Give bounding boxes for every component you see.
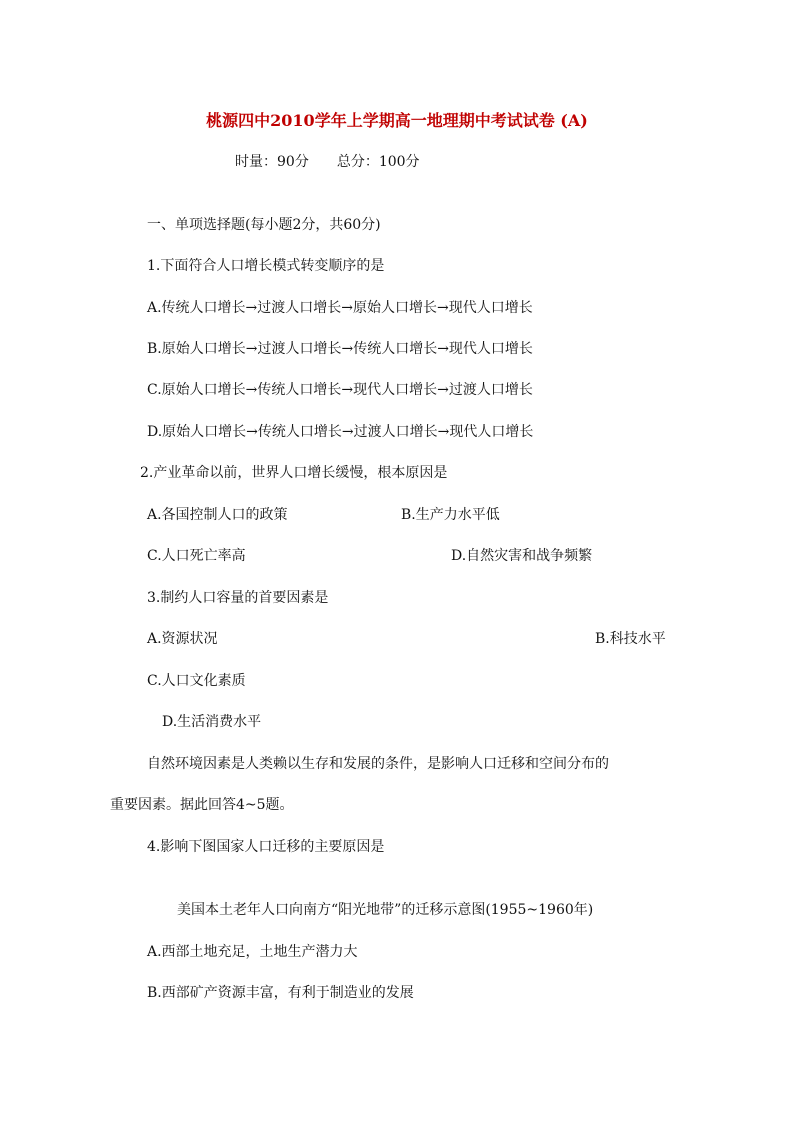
question-3-stem: 3.制约人口容量的首要因素是	[147, 590, 329, 606]
question-3-option-a: A.资源状况	[147, 631, 218, 647]
question-4-stem: 4.影响下图国家人口迁移的主要原因是	[147, 839, 385, 855]
time-limit: 时量：90分	[235, 154, 309, 170]
question-1-option-b: B.原始人口增长→过渡人口增长→传统人口增长→现代人口增长	[147, 341, 533, 357]
exam-title: 桃源四中2010学年上学期高一地理期中考试试卷 (A)	[206, 111, 588, 130]
question-2-stem: 2.产业革命以前，世界人口增长缓慢，根本原因是	[140, 465, 448, 481]
figure-caption: 美国本土老年人口向南方“阳光地带”的迁移示意图(1955~1960年)	[177, 902, 594, 918]
question-1-option-c: C.原始人口增长→传统人口增长→现代人口增长→过渡人口增长	[147, 382, 533, 398]
question-4-option-b: B.西部矿产资源丰富，有利于制造业的发展	[147, 985, 414, 1001]
question-1-stem: 1.下面符合人口增长模式转变顺序的是	[147, 258, 385, 274]
question-3-option-b: B.科技水平	[595, 631, 666, 647]
total-score: 总分：100分	[336, 154, 420, 170]
question-2-option-a: A.各国控制人口的政策	[147, 507, 288, 523]
question-2-option-d: D.自然灾害和战争频繁	[451, 548, 593, 564]
question-2-option-b: B.生产力水平低	[401, 507, 500, 523]
section-heading: 一、单项选择题(每小题2分，共60分)	[147, 217, 381, 233]
question-2-option-c: C.人口死亡率高	[147, 548, 246, 564]
passage-line-1: 自然环境因素是人类赖以生存和发展的条件，是影响人口迁移和空间分布的	[147, 756, 609, 772]
question-1-option-d: D.原始人口增长→传统人口增长→过渡人口增长→现代人口增长	[147, 424, 534, 440]
question-1-option-a: A.传统人口增长→过渡人口增长→原始人口增长→现代人口增长	[147, 300, 533, 316]
question-4-option-a: A.西部土地充足，土地生产潜力大	[147, 944, 358, 960]
exam-meta	[235, 152, 448, 172]
passage-line-2: 重要因素。据此回答4~5题。	[110, 797, 294, 813]
question-3-option-d: D.生活消费水平	[162, 714, 262, 730]
question-3-option-c: C.人口文化素质	[147, 673, 246, 689]
